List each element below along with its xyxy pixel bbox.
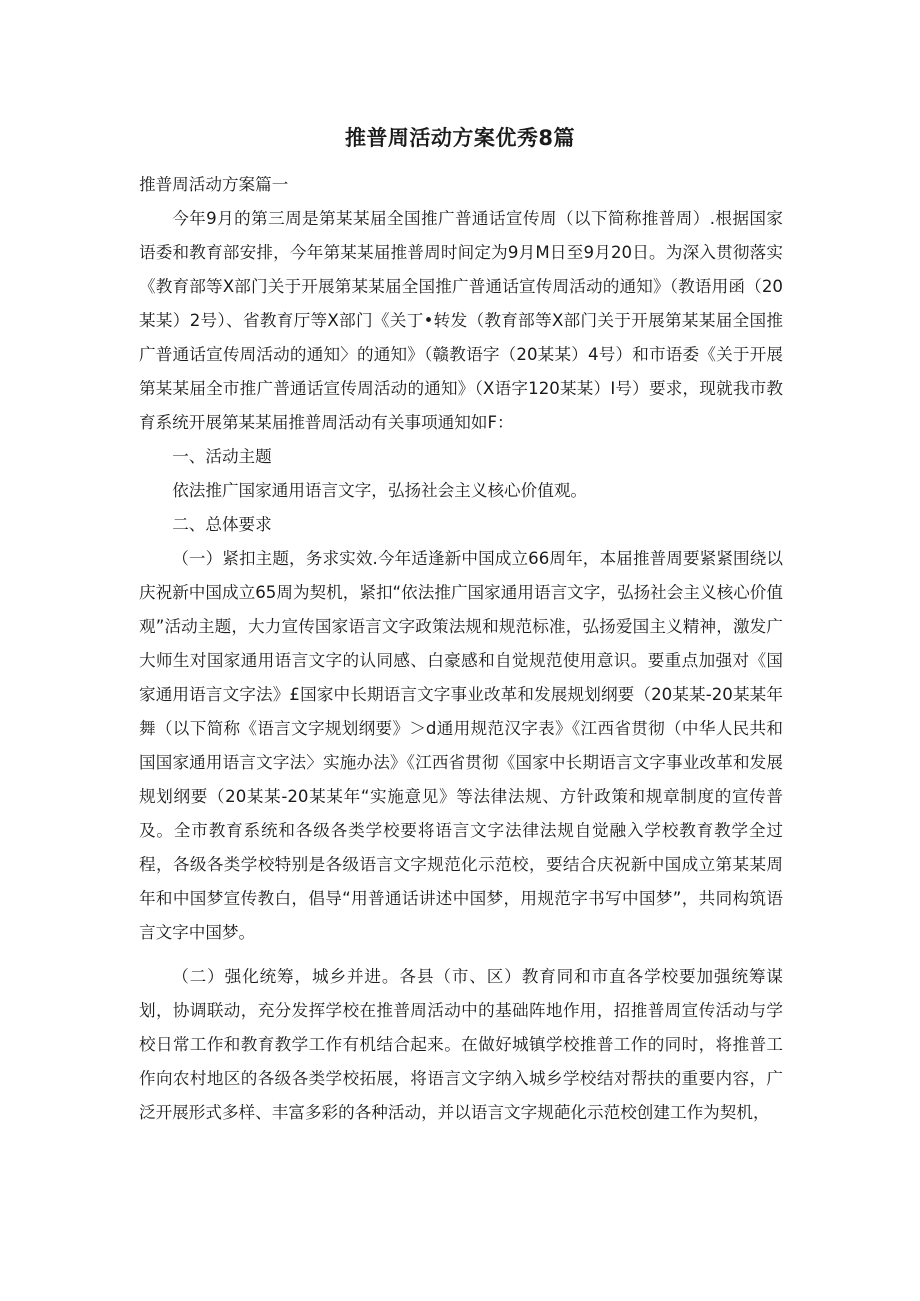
document-title: 推普周活动方案优秀8篇 — [344, 126, 576, 150]
paragraph-theme: 依法推广国家通用语言文字，弘扬社会主义核心价值观。 — [172, 481, 588, 500]
heading-activity-theme: 一、活动主题 — [172, 447, 272, 466]
paragraph-requirement-2: （二）强化统筹，城乡并进。各县（市、区）教育同和市直各学校要加强统筹谋划，协调联动，充分发挥学校在推普周活动中的基础阵地作用，招推普周宣传活动与学校日常工作和教育教学工作有机结合起来。在做好城镇学校推普工作的同时，将推普工作向农村地区的各级各类学校拓展，将语言文字纳入城乡学校结对帮扶的重要内容，广泛开展形式多样、丰富多彩的各种活动，并以语言文字规葩化示范校创建工作为契机， — [139, 967, 783, 1122]
paragraph-requirement-1: （一）紧扣主题，务求实效.今年适逢新中国成立66周年，本届推普周要紧紧围绕以庆祝新中国成立65周为契机，紧扣“依法推广国家通用语言文字，弘扬社会主义核心价值观”活动主题，大力宣传国家语言文字政策法规和规范标准，弘扬爱国主义精神，激发广大师生对国家通用语言文字的认同感、白豪感和自觉规范使用意识。要重点加强对《国家通用语言文字法》£国家中长期语言文字事业改革和发展规划纲要（20某某-20某某年舞（以下简称《语言文字规划纲要》＞d通用规范汉字表》《江西省贯彻（中华人民共和国国家通用语言文字法〉实施办法》《江西省贯彻《国家中长期语言文字事业改革和发展规划纲要（20某某-20某某年“实施意见》等法律法规、方针政策和规章制度的宣传普及。全市教育系统和各级各类学校要将语言文字法律法规自觉融入学校教育教学全过程，各级各类学校特别是各级语言文字规范化示范校，要结合庆祝新中国成立第某某周年和中国梦宣传教白，倡导“用普通话讲述中国梦，用规范字书写中国梦”，共同构筑语言文字中国梦。 — [139, 549, 783, 942]
heading-general-requirements: 二、总体要求 — [172, 515, 272, 534]
section-heading: 推普周活动方案篇一 — [139, 175, 289, 194]
document-body — [139, 168, 783, 1130]
paragraph-intro: 今年9月的第三周是第某某届全国推广普通话宣传周（以下简称推普周）.根据国家语委和教育部安排，今年第某某届推普周时间定为9月M日至9月20日。为深入贯彻落实《教育部等X部门关于开展第某某届全国推广普通话宣传周活动的通知》（教语用函（20某某）2号）、省教育厅等X部门《关丁•转发（教育部等X部门关于开展第某某届全国推广普通话宣传周活动的通知〉的通知》（赣教语字（20某某）4号）和市语委《关于开展第某某届全市推广普通话宣传周活动的通知》（X语字120某某）I号）要求，现就我市教育系统开展第某某届推普周活动有关事项通知如F： — [139, 209, 783, 432]
